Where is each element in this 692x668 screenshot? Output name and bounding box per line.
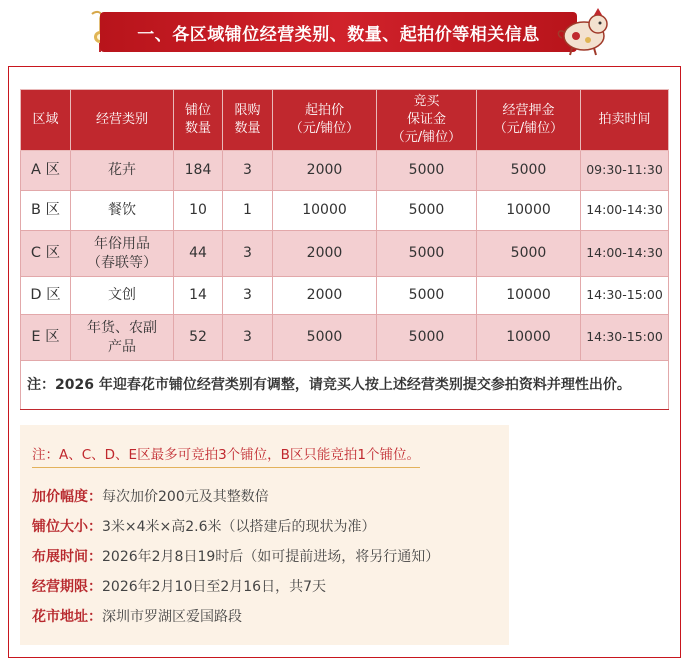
cell-limit: 1: [223, 191, 273, 231]
header-deposit: 竞买 保证金 （元/铺位）: [377, 90, 477, 151]
cell-stalls: 184: [174, 151, 223, 191]
cell-deposit: 5000: [377, 231, 477, 277]
info-item-bid-increment: [32, 486, 269, 506]
section-title: 一、各区域铺位经营类别、数量、起拍价等相关信息: [137, 24, 540, 45]
cell-category: 文创: [71, 277, 174, 315]
info-label: 铺位大小：: [32, 519, 102, 535]
cell-limit: 3: [223, 277, 273, 315]
info-label: 花市地址：: [32, 609, 102, 625]
cell-op-deposit: 10000: [477, 277, 581, 315]
info-value: 3米×4米×高2.6米（以搭建后的现状为准）: [102, 519, 376, 535]
cell-area: A 区: [21, 151, 71, 191]
cell-time: 09:30-11:30: [581, 151, 669, 191]
table-row: [21, 277, 669, 315]
table-row: [21, 315, 669, 361]
info-value: 2026年2月8日19时后（如可提前进场，将另行通知）: [102, 549, 440, 565]
cell-op-deposit: 10000: [477, 191, 581, 231]
info-item-setup-time: [32, 546, 439, 566]
cell-stalls: 14: [174, 277, 223, 315]
table-header-row: [21, 90, 669, 151]
cell-category: 年货、农副 产品: [71, 315, 174, 361]
cell-stalls: 44: [174, 231, 223, 277]
info-value: 每次加价200元及其整数倍: [102, 489, 269, 505]
cell-start-price: 2000: [273, 231, 377, 277]
info-box: [20, 425, 509, 645]
header-op-deposit: 经营押金 （元/铺位）: [477, 90, 581, 151]
table-row: [21, 191, 669, 231]
cell-deposit: 5000: [377, 315, 477, 361]
cell-category: 花卉: [71, 151, 174, 191]
header-limit: 限购 数量: [223, 90, 273, 151]
cell-area: B 区: [21, 191, 71, 231]
info-label: 经营期限：: [32, 579, 102, 595]
cell-time: 14:00-14:30: [581, 191, 669, 231]
cell-time: 14:30-15:00: [581, 315, 669, 361]
cell-area: E 区: [21, 315, 71, 361]
cell-area: D 区: [21, 277, 71, 315]
cell-area: C 区: [21, 231, 71, 277]
header-time: 拍卖时间: [581, 90, 669, 151]
cell-stalls: 52: [174, 315, 223, 361]
info-value: 深圳市罗湖区爱国路段: [102, 609, 242, 625]
info-value: 2026年2月10日至2月16日，共7天: [102, 579, 326, 595]
cell-op-deposit: 5000: [477, 231, 581, 277]
section-title-banner: [100, 12, 577, 52]
cell-category: 年俗用品 （春联等）: [71, 231, 174, 277]
cell-deposit: 5000: [377, 191, 477, 231]
header-category: 经营类别: [71, 90, 174, 151]
cell-start-price: 2000: [273, 151, 377, 191]
table-row: [21, 151, 669, 191]
cell-start-price: 2000: [273, 277, 377, 315]
table-note: 注：2026 年迎春花市铺位经营类别有调整，请竞买人按上述经营类别提交参拍资料并理性出价。: [21, 361, 669, 410]
header-area: 区域: [21, 90, 71, 151]
info-item-address: [32, 606, 242, 626]
cell-start-price: 5000: [273, 315, 377, 361]
cell-category: 餐饮: [71, 191, 174, 231]
table-row: [21, 231, 669, 277]
info-item-stall-size: [32, 516, 376, 536]
cell-deposit: 5000: [377, 151, 477, 191]
cell-op-deposit: 10000: [477, 315, 581, 361]
cell-time: 14:00-14:30: [581, 231, 669, 277]
cell-stalls: 10: [174, 191, 223, 231]
bidding-limit-note: 注：A、C、D、E区最多可竞拍3个铺位，B区只能竞拍1个铺位。: [32, 443, 420, 468]
header-stalls: 铺位 数量: [174, 90, 223, 151]
cell-op-deposit: 5000: [477, 151, 581, 191]
info-label: 加价幅度：: [32, 489, 102, 505]
cell-start-price: 10000: [273, 191, 377, 231]
cell-limit: 3: [223, 315, 273, 361]
cell-deposit: 5000: [377, 277, 477, 315]
info-item-operating-period: [32, 576, 326, 596]
cell-limit: 3: [223, 231, 273, 277]
info-label: 布展时间：: [32, 549, 102, 565]
header-start-price: 起拍价 （元/铺位）: [273, 90, 377, 151]
table-note-row: [21, 361, 669, 410]
stall-info-table: [20, 89, 669, 410]
horse-mascot-icon: [554, 6, 614, 56]
cell-limit: 3: [223, 151, 273, 191]
cell-time: 14:30-15:00: [581, 277, 669, 315]
